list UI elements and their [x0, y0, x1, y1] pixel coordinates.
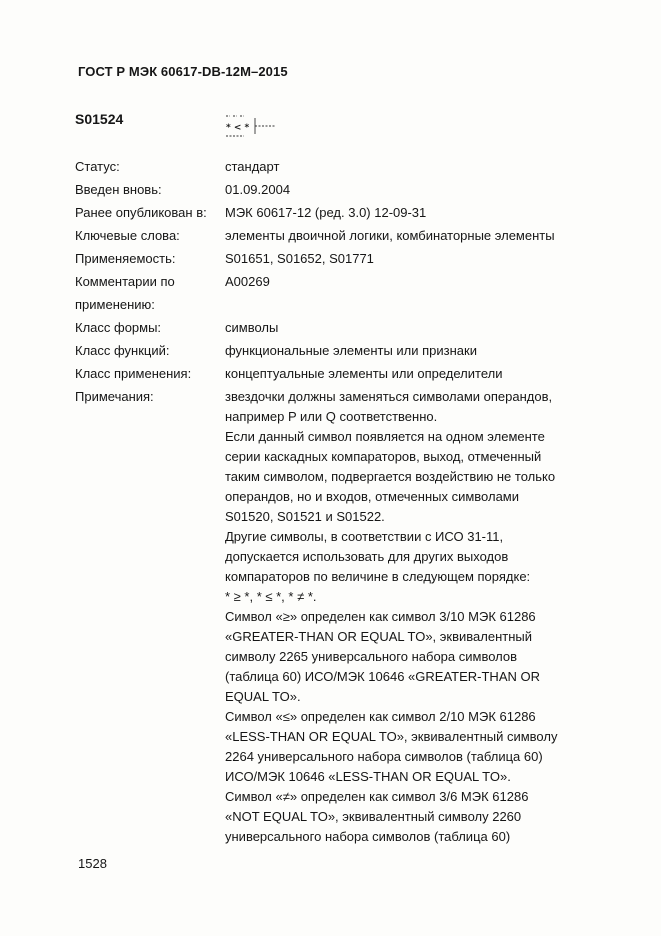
notes-line: серии каскадных компараторов, выход, отмеченный — [225, 449, 542, 464]
notes-line: ИСО/МЭК 10646 «LESS-THAN OR EQUAL TO». — [225, 769, 511, 784]
notes-line: Если данный символ появляется на одном элементе — [225, 429, 545, 444]
comparator-symbol-graphic — [222, 112, 282, 142]
notes-line: «NOT EQUAL TO», эквивалентный символу 2260 — [225, 809, 522, 824]
symbol-glyph-text: * < * — [226, 123, 250, 133]
field-status — [75, 155, 635, 178]
notes-line: Символ «≤» определен как символ 2/10 МЭК 61286 — [225, 709, 536, 724]
notes-line: EQUAL TO». — [225, 689, 301, 704]
field-label: Применяемость: — [75, 251, 176, 266]
field-label: Статус: — [75, 159, 120, 174]
field-value: элементы двоичной логики, комбинаторные элементы — [225, 228, 555, 243]
notes-line: допускается использовать для других выходов — [225, 549, 509, 564]
field-label: Введен вновь: — [75, 182, 162, 197]
notes-line: * ≥ *, * ≤ *, * ≠ *. — [225, 589, 317, 604]
notes-line: Другие символы, в соответствии с ИСО 31-11, — [225, 529, 504, 544]
field-label-line: Комментарии по — [75, 274, 175, 289]
notes-line: «LESS-THAN OR EQUAL TO», эквивалентный символу — [225, 729, 558, 744]
field-label-line: применению: — [75, 297, 155, 312]
notes-text — [225, 387, 635, 847]
field-introduced — [75, 178, 635, 201]
notes-line: S01520, S01521 и S01522. — [225, 509, 385, 524]
notes-line: символу 2265 универсального набора символов — [225, 649, 518, 664]
field-value: стандарт — [225, 159, 280, 174]
notes-line: операндов, но и входов, отмеченных символами — [225, 489, 519, 504]
field-value: S01651, S01652, S01771 — [225, 251, 374, 266]
document-header: ГОСТ Р МЭК 60617-DB-12M–2015 — [78, 64, 288, 79]
field-previously-published — [75, 201, 635, 224]
field-notes — [75, 385, 635, 847]
field-applicability — [75, 247, 635, 270]
notes-line: Символ «≥» определен как символ 3/10 МЭК 61286 — [225, 609, 536, 624]
field-value: символы — [225, 320, 279, 335]
field-label: Ключевые слова: — [75, 228, 180, 243]
field-value: концептуальные элементы или определители — [225, 366, 503, 381]
notes-line: 2264 универсального набора символов (таблица 60) — [225, 749, 543, 764]
field-keywords — [75, 224, 635, 247]
field-application-comments — [75, 270, 635, 316]
field-label: Класс формы: — [75, 320, 162, 335]
notes-line: таким символом, подвергается воздействию не только — [225, 469, 556, 484]
symbol-code: S01524 — [75, 111, 124, 127]
field-label: Класс функций: — [75, 343, 170, 358]
notes-line: Символ «≠» определен как символ 3/6 МЭК 61286 — [225, 789, 529, 804]
notes-line: например P или Q соответственно. — [225, 409, 438, 424]
field-function-class — [75, 339, 635, 362]
notes-line: компараторов по величине в следующем порядке: — [225, 569, 531, 584]
field-value: функциональные элементы или признаки — [225, 343, 477, 358]
notes-line: звездочки должны заменяться символами операндов, — [225, 389, 553, 404]
field-label — [75, 270, 225, 316]
field-label: Класс применения: — [75, 366, 192, 381]
field-value: МЭК 60617-12 (ред. 3.0) 12-09-31 — [225, 205, 427, 220]
notes-line: универсального набора символов (таблица 60) — [225, 829, 511, 844]
field-value: 01.09.2004 — [225, 182, 291, 197]
attribute-table — [75, 155, 635, 847]
field-label: Ранее опубликован в: — [75, 205, 207, 220]
field-value: A00269 — [225, 274, 270, 289]
field-form-class — [75, 316, 635, 339]
field-application-class — [75, 362, 635, 385]
page-number: 1528 — [78, 856, 107, 871]
notes-line: (таблица 60) ИСО/МЭК 10646 «GREATER-THAN OR — [225, 669, 540, 684]
field-label: Примечания: — [75, 389, 154, 404]
notes-line: «GREATER-THAN OR EQUAL TO», эквивалентный — [225, 629, 532, 644]
